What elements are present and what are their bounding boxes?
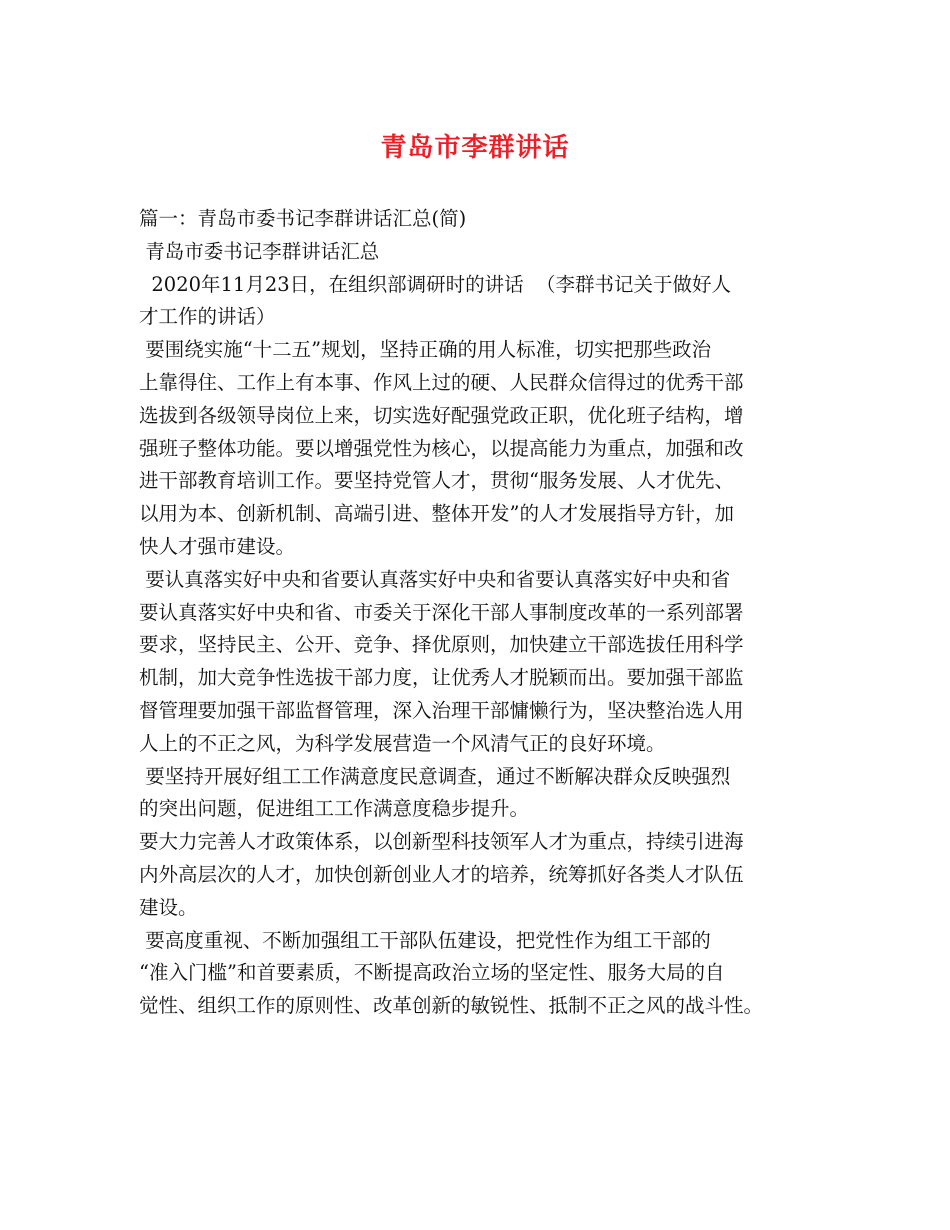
text-line: 篇一：青岛市委书记李群讲话汇总(简) (139, 207, 467, 230)
text-line: 以用为本、创新机制、高端引进、整体开发”的人才发展指导方针，加 (139, 502, 734, 526)
text-line: 快人才强市建设。 (139, 534, 296, 558)
text-line: 选拔到各级领导岗位上来，切实选好配强党政正职，优化班子结构，增 (139, 403, 744, 427)
text-line: 进干部教育培训工作。要坚持党管人才，贯彻“服务发展、人才优先、 (139, 469, 734, 493)
text-line: 要坚持开展好组工工作满意度民意调查，通过不断解决群众反映强烈 (139, 764, 731, 788)
text-line: 2020年11月23日，在组织部调研时的讲话 （李群书记关于做好人 (139, 272, 732, 296)
text-line: 要认真落实好中央和省、市委关于深化干部人事制度改革的一系列部署 (139, 600, 744, 624)
text-line: “准入门槛”和首要素质，不断提高政治立场的坚定性、服务大局的自 (139, 961, 725, 985)
text-line: 要认真落实好中央和省要认真落实好中央和省要认真落实好中央和省 (139, 567, 731, 591)
text-line: 的突出问题，促进组工工作满意度稳步提升。 (139, 797, 530, 821)
text-line: 建设。 (139, 895, 198, 919)
text-line: 强班子整体功能。要以增强党性为核心，以提高能力为重点，加强和改 (139, 436, 744, 460)
text-line: 机制，加大竞争性选拔干部力度，让优秀人才脱颖而出。要加强干部监 (139, 666, 744, 690)
text-line: 督管理要加强干部监督管理，深入治理干部慵懒行为，坚决整治选人用 (139, 698, 744, 722)
text-line: 要围绕实施“十二五”规划，坚持正确的用人标准，切实把那些政治 (139, 338, 712, 362)
text-line: 要求，坚持民主、公开、竞争、择优原则，加快建立干部选拔任用科学 (139, 633, 744, 657)
text-line: 觉性、组织工作的原则性、改革创新的敏锐性、抵制不正之风的战斗性。 (139, 994, 764, 1018)
text-line: 人上的不正之风，为科学发展营造一个风清气正的良好环境。 (139, 731, 666, 755)
text-line: 要大力完善人才政策体系，以创新型科技领军人才为重点，持续引进海 (139, 830, 744, 854)
text-line: 要高度重视、不断加强组工干部队伍建设，把党性作为组工干部的 (139, 928, 711, 952)
text-line: 才工作的讲话） (139, 305, 276, 329)
document-body (139, 203, 829, 1023)
text-line: 青岛市委书记李群讲话汇总 (139, 239, 380, 263)
text-line: 内外高层次的人才，加快创新创业人才的培养，统筹抓好各类人才队伍 (139, 862, 744, 886)
document-title: 青岛市李群讲话 (380, 133, 570, 163)
text-line: 上靠得住、工作上有本事、作风上过的硬、人民群众信得过的优秀干部 (139, 370, 744, 394)
